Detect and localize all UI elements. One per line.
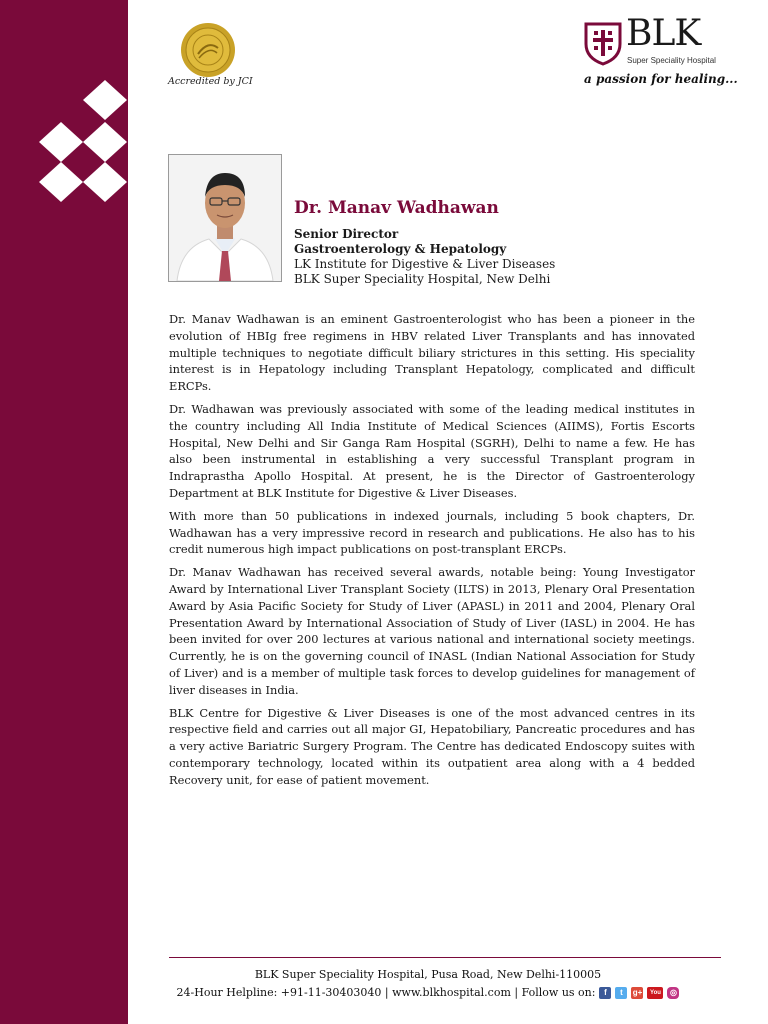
footer-divider (169, 957, 721, 958)
instagram-icon[interactable]: ◎ (667, 987, 679, 999)
diamond-pattern (0, 70, 128, 220)
sidebar-band (0, 0, 128, 1024)
bio-paragraph: Dr. Manav Wadhawan is an eminent Gastroenterologist who has been a pioneer in the evolution of HBIg free regimens in HBV related Liver Transplants and has innovated multiple techniques to negotiate difficult biliary strictures in this setting. His speciality interest is in Hepatology including Transplant Hepatology, complicated and difficult ERCPs. (169, 312, 695, 394)
jci-accreditation (168, 22, 253, 87)
doctor-name: Dr. Manav Wadhawan (294, 198, 499, 218)
twitter-icon[interactable]: t (615, 987, 627, 999)
youtube-icon[interactable]: You (647, 987, 663, 999)
bio-paragraph: Dr. Manav Wadhawan has received several awards, notable being: Young Investigator Award by International Liver Transplant Society (ILTS) in 2013, Plenary Oral Presentation Award by Asia Pacific Society for Study of Liver (APASL) in 2011 and 2004, Plenary Oral Presentation Award by International Association of Study of Liver (IASL) in 2004. He has been invited for over 200 lectures at various national and international society meetings. Currently, he is on the governing council of INASL (Indian National Association for Study of Liver) and is a member of multiple task forces to develop guidelines for management of liver diseases in India. (169, 565, 695, 697)
accreditation-label: Accredited by JCI (168, 76, 253, 87)
footer-contact: 24-Hour Helpline: +91-11-30403040 | www.blkhospital.com | Follow us on: (176, 986, 596, 999)
doctor-hospital: BLK Super Speciality Hospital, New Delhi (294, 272, 551, 286)
jci-seal-icon (180, 22, 236, 78)
doctor-title: Senior Director (294, 227, 399, 241)
biography (169, 311, 695, 795)
footer (128, 966, 728, 1002)
facebook-icon[interactable]: f (599, 987, 611, 999)
doctor-department: Gastroenterology & Hepatology (294, 242, 507, 256)
logo-subtitle: Super Speciality Hospital (627, 56, 716, 65)
logo-brand: BLK (626, 13, 701, 54)
tagline: a passion for healing... (584, 72, 738, 86)
bio-paragraph: BLK Centre for Digestive & Liver Diseases is one of the most advanced centres in its respective field and carries out all major GI, Hepatobiliary, Pancreatic procedures and has a very active Bariatric Surgery Program. The Centre has dedicated Endoscopy suites with contemporary technology, located within its outpatient area along with a 4 bedded Recovery unit, for ease of patient movement. (169, 705, 695, 787)
doctor-photo (168, 154, 282, 282)
footer-address: BLK Super Speciality Hospital, Pusa Road, New Delhi-110005 (254, 968, 602, 981)
bio-paragraph: With more than 50 publications in indexed journals, including 5 book chapters, Dr. Wadhawan has a very impressive record in research and publications. He also has to his credit numerous high impact publications on post-transplant ERCPs. (169, 508, 695, 557)
bio-paragraph: Dr. Wadhawan was previously associated with some of the leading medical institutes in the country including All India Institute of Medical Sciences (AIIMS), Fortis Escorts Hospital, New Delhi and Sir Ganga Ram Hospital (SGRH), Delhi to name a few. He has also been instrumental in establishing a very successful Transplant program in Indraprastha Apollo Hospital. At present, he is the Director of Gastroenterology Department at BLK Institute for Digestive & Liver Diseases. (169, 401, 695, 500)
doctor-credentials (294, 227, 555, 287)
footer-contact-row (177, 984, 680, 1002)
google-plus-icon[interactable]: g+ (632, 988, 643, 997)
doctor-institute: LK Institute for Digestive & Liver Diseases (294, 257, 556, 271)
blk-shield-icon (584, 22, 622, 66)
